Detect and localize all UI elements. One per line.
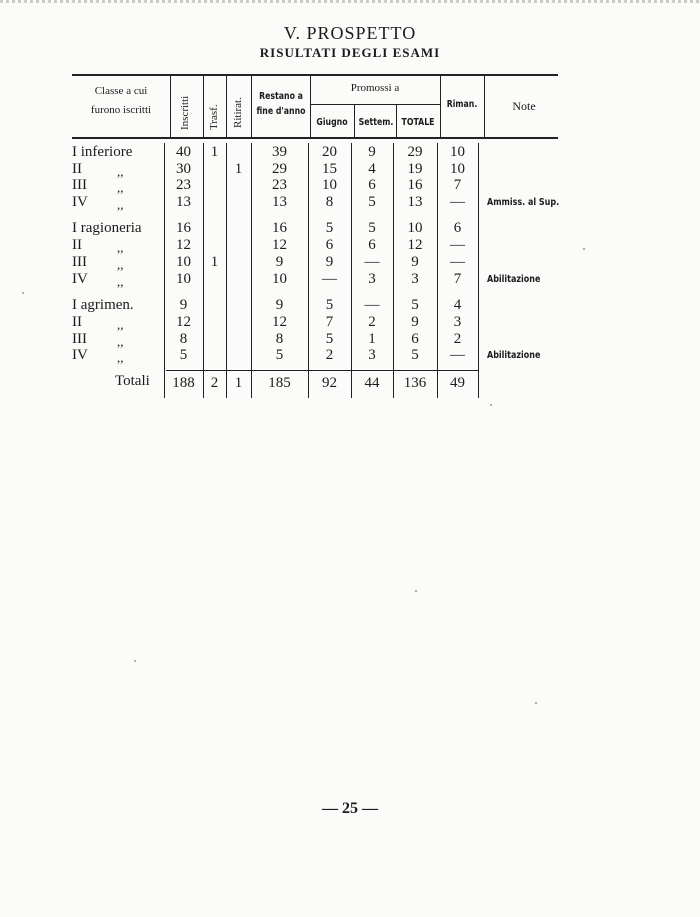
cell-giugno: — (322, 271, 337, 287)
header-restano-line1: Restano a (259, 91, 303, 102)
cell-totale: 10 (407, 220, 423, 236)
cell-giugno: 10 (322, 177, 337, 193)
cell-restano: 5 (275, 347, 284, 363)
row-note: Ammiss. al Sup. (487, 197, 560, 208)
paper-speck (583, 248, 585, 250)
cell-inscritti: 23 (176, 177, 191, 193)
cell-giugno: 2 (325, 347, 334, 363)
row-ditto-mark: ,, (117, 240, 124, 255)
row-classe-label: III (72, 177, 87, 193)
promossi-sub-rule (310, 104, 440, 105)
cell-riman: 10 (450, 144, 465, 160)
header-trasf: Trasf. (208, 104, 220, 130)
cell-settem: 5 (368, 194, 376, 210)
cell-riman: — (450, 254, 465, 270)
body-divider (478, 143, 479, 398)
cell-riman: 6 (453, 220, 462, 236)
cell-settem: 3 (368, 271, 376, 287)
cell-riman: — (450, 237, 465, 253)
header-totale: TOTALE (401, 117, 435, 128)
cell-inscritti: 16 (176, 220, 191, 236)
cell-riman: 2 (453, 331, 462, 347)
row-classe-label: II (72, 314, 82, 330)
cell-giugno: 5 (325, 220, 334, 236)
cell-giugno: 8 (325, 194, 334, 210)
cell-settem: 3 (368, 347, 376, 363)
cell-settem: 6 (368, 177, 376, 193)
paper-speck (535, 702, 537, 704)
paper-speck (22, 292, 24, 294)
body-divider (203, 143, 204, 398)
row-note: Abilitazione (487, 274, 541, 285)
cell-inscritti: 10 (176, 254, 191, 270)
header-riman: Riman. (446, 99, 478, 110)
cell-restano: 13 (272, 194, 287, 210)
header-giugno: Giugno (316, 117, 348, 128)
body-divider (226, 143, 227, 398)
cell-restano: 9 (275, 297, 284, 313)
cell-restano: 10 (272, 271, 287, 287)
header-note: Note (512, 99, 536, 113)
row-classe-label: II (72, 161, 82, 177)
cell-giugno: 20 (322, 144, 337, 160)
totals-inscritti: 188 (172, 375, 195, 391)
cell-totale: 9 (411, 314, 419, 330)
header-divider (170, 75, 171, 137)
totals-settem: 44 (364, 375, 380, 391)
cell-riman: — (450, 194, 465, 210)
header-restano-line2: fine d'anno (256, 106, 306, 117)
header-divider (440, 75, 441, 137)
cell-totale: 13 (407, 194, 423, 210)
row-ditto-mark: ,, (117, 350, 124, 365)
row-classe-label: I inferiore (72, 144, 133, 160)
header-classe-line1: Classe a cui (94, 85, 148, 97)
cell-totale: 3 (411, 271, 419, 287)
cell-inscritti: 12 (176, 314, 191, 330)
cell-riman: 10 (450, 161, 465, 177)
header-divider (484, 75, 485, 137)
row-ditto-mark: ,, (117, 197, 124, 212)
totals-rule (166, 370, 478, 371)
cell-restano: 9 (275, 254, 284, 270)
row-ditto-mark: ,, (117, 164, 124, 179)
cell-totale: 12 (407, 237, 423, 253)
totals-totale: 136 (403, 375, 427, 391)
cell-giugno: 9 (325, 254, 334, 270)
cell-settem: 5 (368, 220, 376, 236)
cell-trasf: 1 (210, 144, 219, 160)
row-classe-label: IV (72, 194, 88, 210)
cell-settem: 1 (368, 331, 376, 347)
cell-ritirat: 1 (234, 161, 243, 177)
paper-speck (134, 660, 136, 662)
header-divider (354, 105, 355, 137)
cell-inscritti: 10 (176, 271, 191, 287)
totals-giugno: 92 (322, 375, 337, 391)
cell-totale: 29 (407, 144, 423, 160)
cell-inscritti: 12 (176, 237, 191, 253)
row-ditto-mark: ,, (117, 334, 124, 349)
page-title: V. PROSPETTO (283, 23, 417, 43)
row-classe-label: III (72, 254, 87, 270)
totals-ritirat: 1 (234, 375, 243, 391)
cell-inscritti: 5 (179, 347, 188, 363)
header-inscritti: Inscritti (179, 95, 191, 130)
row-classe-label: IV (72, 347, 88, 363)
cell-giugno: 6 (325, 237, 334, 253)
cell-inscritti: 30 (176, 161, 191, 177)
cell-riman: 7 (453, 177, 462, 193)
row-classe-label: IV (72, 271, 88, 287)
cell-totale: 9 (411, 254, 419, 270)
cell-totale: 5 (411, 347, 419, 363)
paper-speck (490, 404, 492, 406)
header-divider (396, 105, 397, 137)
cell-settem: 2 (368, 314, 376, 330)
cell-totale: 5 (411, 297, 419, 313)
header-classe-line2: furono iscritti (90, 104, 152, 116)
cell-inscritti: 40 (176, 144, 191, 160)
totals-riman: 49 (450, 375, 465, 391)
row-classe-label: I agrimen. (72, 297, 134, 313)
cell-restano: 23 (272, 177, 287, 193)
header-bottom-rule (72, 137, 558, 139)
header-divider (226, 75, 227, 137)
cell-settem: — (364, 254, 380, 270)
cell-inscritti: 13 (176, 194, 191, 210)
cell-trasf: 1 (210, 254, 219, 270)
row-ditto-mark: ,, (117, 257, 124, 272)
cell-giugno: 7 (325, 314, 334, 330)
cell-totale: 16 (407, 177, 423, 193)
cell-settem: 6 (368, 237, 376, 253)
cell-riman: 7 (453, 271, 462, 287)
cell-settem: 4 (368, 161, 376, 177)
cell-giugno: 15 (322, 161, 337, 177)
row-note: Abilitazione (487, 350, 541, 361)
page-subtitle: RISULTATI DEGLI ESAMI (259, 45, 441, 60)
table-top-rule (72, 74, 558, 76)
totals-trasf: 2 (210, 375, 219, 391)
row-ditto-mark: ,, (117, 180, 124, 195)
row-ditto-mark: ,, (117, 317, 124, 332)
page-number: — 25 — (322, 800, 378, 817)
cell-restano: 39 (272, 144, 287, 160)
cell-restano: 8 (275, 331, 284, 347)
cell-inscritti: 8 (179, 331, 188, 347)
cell-restano: 12 (272, 314, 287, 330)
cell-inscritti: 9 (179, 297, 188, 313)
cell-totale: 19 (407, 161, 423, 177)
row-classe-label: I ragioneria (72, 220, 142, 236)
cell-totale: 6 (411, 331, 419, 347)
cell-restano: 16 (272, 220, 287, 236)
cell-restano: 29 (272, 161, 287, 177)
cell-riman: — (450, 347, 465, 363)
header-promossi: Promossi a (350, 82, 400, 94)
header-divider (203, 75, 204, 137)
header-settem: Settem. (358, 117, 394, 128)
row-classe-label: III (72, 331, 87, 347)
cell-riman: 4 (453, 297, 462, 313)
cell-giugno: 5 (325, 297, 334, 313)
row-classe-label: II (72, 237, 82, 253)
cell-settem: 9 (368, 144, 376, 160)
cell-giugno: 5 (325, 331, 334, 347)
cell-settem: — (364, 297, 380, 313)
header-ritirat: Ritirat. (232, 97, 244, 128)
cell-restano: 12 (272, 237, 287, 253)
totals-restano: 185 (268, 375, 291, 391)
cell-riman: 3 (453, 314, 462, 330)
totals-label: Totali (115, 373, 150, 389)
paper-speck (415, 590, 417, 592)
header-divider (251, 75, 252, 137)
row-ditto-mark: ,, (117, 274, 124, 289)
